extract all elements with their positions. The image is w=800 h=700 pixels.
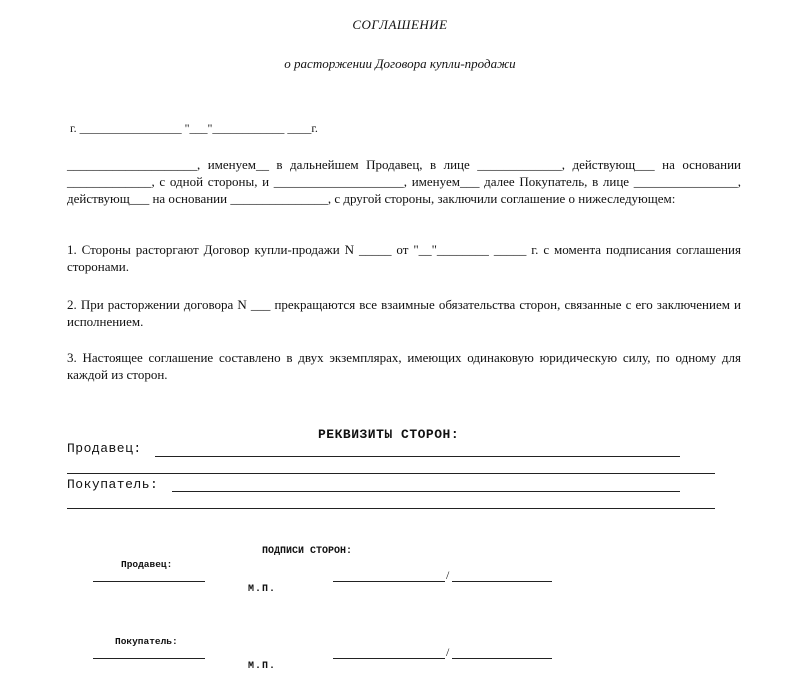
buyer-requisites-line-2 — [67, 508, 715, 509]
seller-name-field — [452, 581, 552, 582]
document-subtitle: о расторжении Договора купли-продажи — [284, 56, 516, 71]
seller-seal-label: М.П. — [248, 584, 277, 595]
clause-2: 2. При расторжении договора N ___ прекращаются все взаимные обязательства сторон, связанные с его заключением и исполнением. — [67, 297, 741, 329]
seller-sign-field — [333, 581, 445, 582]
signature-seller-label: Продавец: — [121, 559, 173, 570]
signature-buyer-label: Покупатель: — [115, 636, 178, 647]
requisites-buyer-label: Покупатель: — [67, 477, 159, 492]
requisites-seller-label: Продавец: — [67, 441, 142, 456]
buyer-seal-label: М.П. — [248, 661, 277, 672]
requisites-title: РЕКВИЗИТЫ СТОРОН: — [318, 427, 460, 442]
buyer-name-field — [452, 658, 552, 659]
clause-1: 1. Стороны расторгают Договор купли-продажи N _____ от "__"________ _____ г. с момента подписания соглашения сторонами. — [67, 242, 741, 274]
buyer-requisites-line-1 — [172, 491, 680, 492]
seller-requisites-line-1 — [155, 456, 680, 457]
seller-signature-line — [93, 581, 205, 582]
buyer-sign-field — [333, 658, 445, 659]
seller-sign-separator: / — [446, 568, 450, 582]
buyer-signature-line — [93, 658, 205, 659]
seller-requisites-line-2 — [67, 473, 715, 474]
signatures-title: ПОДПИСИ СТОРОН: — [262, 546, 353, 557]
document-title: СОГЛАШЕНИЕ — [352, 17, 448, 32]
buyer-sign-separator: / — [446, 645, 450, 659]
place-date-line: г. _________________ "___"____________ ____г. — [70, 121, 318, 135]
intro-paragraph: ____________________, именуем__ в дальнейшем Продавец, в лице _____________, действующ___ на основании _____________, с одной стороны, и ____________________, именуем___ далее Покупатель, в лице ________________, действующ___ на основании _______________, с другой стороны, заключили соглашение о нижеследующем: — [67, 157, 741, 206]
clause-3: 3. Настоящее соглашение составлено в двух экземплярах, имеющих одинаковую юридическую силу, по одному для каждой из сторон. — [67, 350, 741, 382]
